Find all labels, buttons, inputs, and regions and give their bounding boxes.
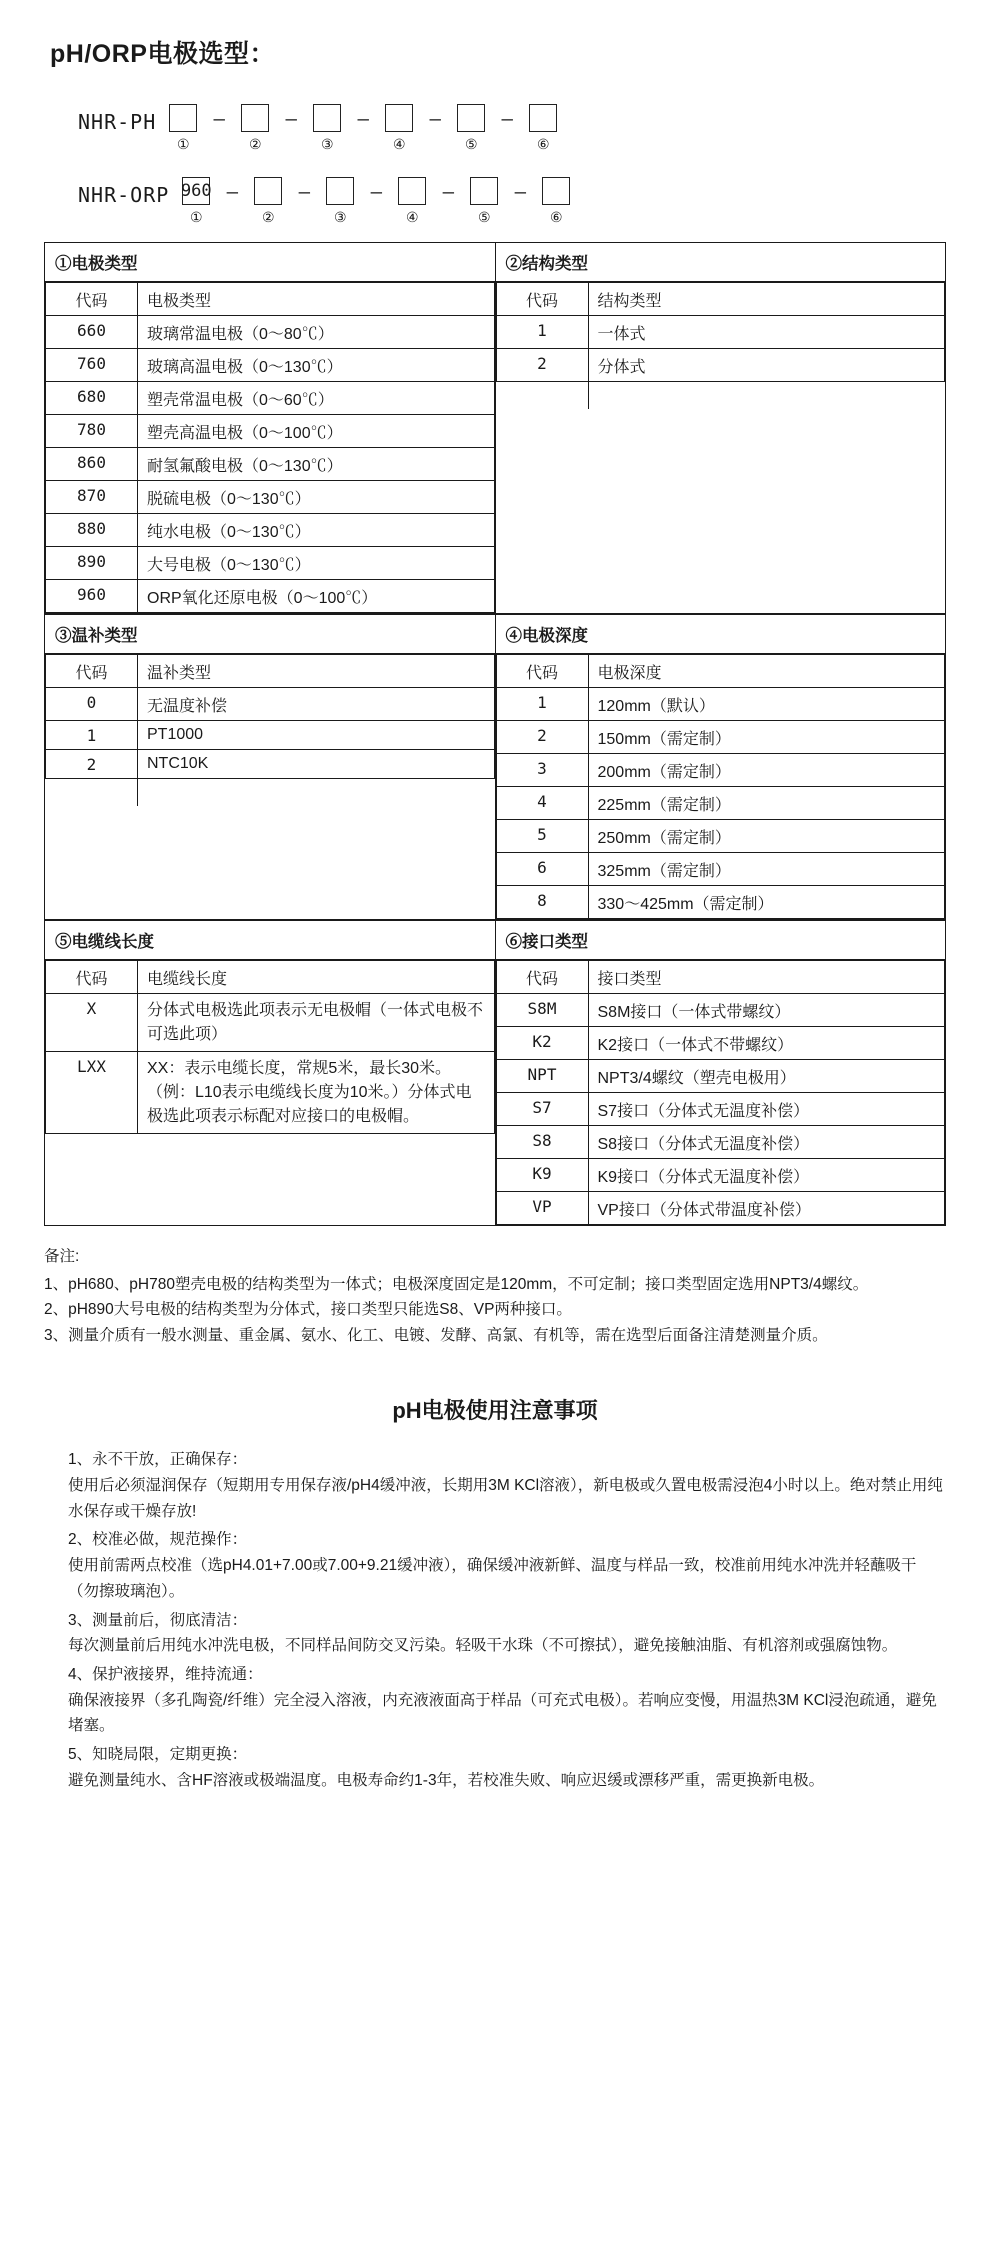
cell-code: K2 — [496, 1027, 588, 1060]
usage-item-head: 5、知晓局限，定期更换： — [68, 1746, 248, 1764]
spec-section-1 — [45, 243, 496, 614]
table-row[interactable] — [46, 1052, 495, 1134]
table-filler-row — [46, 806, 495, 833]
table-row[interactable] — [496, 1192, 945, 1225]
table-row[interactable] — [46, 448, 495, 481]
table-filler-row — [46, 860, 495, 887]
cell-code: 0 — [46, 688, 138, 721]
table-header-row — [46, 961, 495, 994]
section-2-table — [496, 282, 946, 544]
cell-name: S8M接口（一体式带螺纹） — [588, 994, 945, 1027]
cell-name: 纯水电极（0～130℃） — [138, 514, 495, 547]
model-slot[interactable] — [385, 177, 439, 224]
cell-name: VP接口（分体式带温度补偿） — [588, 1192, 945, 1225]
table-row[interactable] — [46, 721, 495, 750]
dash-separator: — — [514, 181, 527, 203]
filler-cell — [588, 436, 945, 463]
cell-code: 3 — [496, 754, 588, 787]
spec-section-5 — [45, 921, 496, 1226]
cell-code: 680 — [46, 382, 138, 415]
model-slot-index: ④ — [406, 209, 419, 225]
model-slot-box[interactable] — [529, 104, 557, 132]
cell-code: 760 — [46, 349, 138, 382]
col-header-code: 代码 — [496, 961, 588, 994]
model-slot-index: ② — [248, 136, 262, 152]
model-slot-box[interactable] — [385, 104, 413, 132]
model-slot[interactable] — [372, 104, 426, 151]
usage-item-head: 2、校准必做，规范操作： — [68, 1531, 248, 1549]
dash-separator: — — [285, 108, 297, 130]
section-4-table — [496, 654, 946, 919]
usage-item-body: 避免测量纯水、含HF溶液或极端温度。电极寿命约1-3年，若校准失败、响应迟缓或漂移严重，需更换新电极。 — [68, 1771, 825, 1789]
model-slots-orp — [169, 177, 583, 224]
col-header-name: 电极类型 — [138, 283, 495, 316]
cell-code: NPT — [496, 1060, 588, 1093]
cell-code: K9 — [496, 1159, 588, 1192]
cell-name: K2接口（一体式不带螺纹） — [588, 1027, 945, 1060]
cell-code: 890 — [46, 547, 138, 580]
spec-section-3 — [45, 615, 496, 920]
model-slot[interactable] — [529, 177, 583, 224]
usage-item — [68, 1742, 946, 1793]
model-slot-box[interactable] — [326, 177, 354, 205]
filler-cell — [138, 806, 495, 833]
table-row[interactable] — [46, 382, 495, 415]
table-row[interactable] — [46, 688, 495, 721]
filler-cell — [496, 436, 588, 463]
filler-cell — [588, 517, 945, 544]
spec-block-3 — [44, 920, 946, 1226]
model-prefix-orp: NHR-ORP — [78, 183, 170, 207]
model-slots-ph — [156, 104, 570, 151]
section-2-title: ②结构类型 — [496, 243, 946, 282]
table-filler-row — [496, 409, 945, 436]
table-header-row — [46, 655, 495, 688]
model-slot-index: ⑤ — [478, 209, 491, 225]
dash-separator: — — [370, 181, 383, 203]
notes-section — [44, 1244, 946, 1348]
section-1-title: ①电极类型 — [45, 243, 495, 282]
model-slot[interactable] — [313, 177, 367, 224]
cell-code: 860 — [46, 448, 138, 481]
cell-name: 玻璃常温电极（0～80℃） — [138, 316, 495, 349]
col-header-code: 代码 — [46, 655, 138, 688]
section-5-table — [45, 960, 495, 1134]
usage-item-head: 3、测量前后，彻底清洁： — [68, 1611, 248, 1629]
spec-block-2 — [44, 614, 946, 920]
table-row[interactable] — [496, 1159, 945, 1192]
filler-cell — [138, 860, 495, 887]
table-row[interactable] — [496, 853, 945, 886]
cell-code: S7 — [496, 1093, 588, 1126]
table-row[interactable] — [496, 688, 945, 721]
model-slot-index: ③ — [334, 209, 347, 225]
cell-code: S8 — [496, 1126, 588, 1159]
filler-cell — [496, 517, 588, 544]
filler-cell — [496, 463, 588, 490]
dash-separator: — — [357, 108, 369, 130]
usage-item-body: 使用前需两点校准（选pH4.01+7.00或7.00+9.21缓冲液），确保缓冲液新鲜、温度与样品一致，校准前用纯水冲洗并轻蘸吸干（勿擦玻璃泡）。 — [68, 1557, 917, 1600]
table-filler-row — [496, 490, 945, 517]
model-slot-box[interactable]: 960 — [182, 177, 210, 205]
note-item: 1、pH680、pH780塑壳电极的结构类型为一体式；电极深度固定是120mm，不可定制；接口类型固定选用NPT3/4螺纹。 — [44, 1275, 869, 1293]
cell-code: 780 — [46, 415, 138, 448]
dash-separator: — — [501, 108, 513, 130]
cell-name: XX：表示电缆长度，常规5米，最长30米。（例：L10表示电缆线长度为10米。）分体式电极选此项表示标配对应接口的电极帽。 — [138, 1052, 495, 1134]
section-4-title: ④电极深度 — [496, 615, 946, 654]
table-row[interactable] — [496, 1060, 945, 1093]
usage-list — [44, 1447, 946, 1793]
model-slot[interactable] — [228, 104, 282, 151]
spec-block-1 — [44, 242, 946, 614]
cell-code: S8M — [496, 994, 588, 1027]
cell-code: 660 — [46, 316, 138, 349]
table-row[interactable] — [496, 721, 945, 754]
model-slot-box[interactable] — [169, 104, 197, 132]
model-slot[interactable] — [300, 104, 354, 151]
model-slot[interactable] — [156, 104, 210, 151]
cell-code: X — [46, 994, 138, 1052]
filler-cell — [588, 490, 945, 517]
cell-code: 1 — [496, 316, 588, 349]
cell-name: 225mm（需定制） — [588, 787, 945, 820]
cell-name: 120mm（默认） — [588, 688, 945, 721]
table-header-row — [46, 283, 495, 316]
model-code-row-orp — [78, 177, 946, 224]
table-row[interactable] — [46, 994, 495, 1052]
filler-cell — [138, 833, 495, 860]
table-row[interactable] — [46, 415, 495, 448]
model-slot-index: ⑤ — [464, 136, 478, 152]
table-filler-row — [496, 463, 945, 490]
cell-code: 6 — [496, 853, 588, 886]
cell-name: PT1000 — [138, 721, 495, 750]
cell-name: 玻璃高温电极（0～130℃） — [138, 349, 495, 382]
model-code-row-ph — [78, 104, 946, 151]
cell-name: 无温度补偿 — [138, 688, 495, 721]
cell-code: 880 — [46, 514, 138, 547]
table-row[interactable] — [496, 316, 945, 349]
col-header-name: 结构类型 — [588, 283, 945, 316]
table-row[interactable] — [496, 994, 945, 1027]
col-header-name: 接口类型 — [588, 961, 945, 994]
cell-name: 耐氢氟酸电极（0～130℃） — [138, 448, 495, 481]
cell-name: 分体式电极选此项表示无电极帽（一体式电极不可选此项） — [138, 994, 495, 1052]
col-header-code: 代码 — [46, 961, 138, 994]
cell-name: 250mm（需定制） — [588, 820, 945, 853]
cell-code: 5 — [496, 820, 588, 853]
model-slot[interactable] — [444, 104, 498, 151]
col-header-code: 代码 — [46, 283, 138, 316]
usage-section-title: pH电极使用注意事项 — [392, 1398, 598, 1424]
table-filler-row — [496, 517, 945, 544]
table-filler-row — [46, 833, 495, 860]
model-slot-box[interactable] — [542, 177, 570, 205]
table-header-row — [496, 655, 945, 688]
cell-code: 870 — [46, 481, 138, 514]
usage-item-head: 4、保护液接界，维持流通： — [68, 1666, 263, 1683]
filler-cell — [46, 806, 138, 833]
filler-cell — [588, 382, 945, 409]
cell-code: 2 — [496, 349, 588, 382]
usage-item — [68, 1662, 946, 1739]
section-5-title: ⑤电缆线长度 — [45, 921, 495, 960]
table-row[interactable] — [496, 1093, 945, 1126]
model-slot-index: ② — [262, 209, 275, 225]
table-row[interactable] — [496, 787, 945, 820]
spec-section-6 — [495, 921, 946, 1226]
model-slot-box[interactable] — [470, 177, 498, 205]
notes-label: 备注: — [44, 1248, 80, 1265]
table-row[interactable] — [496, 820, 945, 853]
cell-code: 1 — [46, 721, 138, 750]
cell-name: 塑壳常温电极（0～60℃） — [138, 382, 495, 415]
cell-name: K9接口（分体式无温度补偿） — [588, 1159, 945, 1192]
section-6-table — [496, 960, 946, 1225]
table-row[interactable] — [46, 316, 495, 349]
table-filler-row — [496, 436, 945, 463]
filler-cell — [588, 409, 945, 436]
table-row[interactable] — [46, 514, 495, 547]
cell-name: NPT3/4螺纹（塑壳电极用） — [588, 1060, 945, 1093]
cell-code: 8 — [496, 886, 588, 919]
cell-code: LXX — [46, 1052, 138, 1134]
usage-item-body: 确保液接界（多孔陶瓷/纤维）完全浸入溶液，内充液液面高于样品（可充式电极）。若响应变慢，用温热3M KCl浸泡疏通，避免堵塞。 — [68, 1691, 937, 1735]
cell-name: 200mm（需定制） — [588, 754, 945, 787]
note-item: 2、pH890大号电极的结构类型为分体式，接口类型只能选S8、VP两种接口。 — [44, 1301, 572, 1319]
dash-separator: — — [429, 108, 441, 130]
filler-cell — [496, 382, 588, 409]
section-1-table — [45, 282, 495, 613]
section-6-title: ⑥接口类型 — [496, 921, 946, 960]
model-slot[interactable] — [457, 177, 511, 224]
model-slot[interactable] — [169, 177, 223, 224]
col-header-code: 代码 — [496, 283, 588, 316]
cell-name: 分体式 — [588, 349, 945, 382]
spec-section-4 — [495, 615, 946, 920]
cell-name: 塑壳高温电极（0～100℃） — [138, 415, 495, 448]
model-slot-index: ① — [176, 136, 190, 152]
cell-code: 2 — [496, 721, 588, 754]
usage-item — [68, 1527, 946, 1604]
cell-name: 330～425mm（需定制） — [588, 886, 945, 919]
table-filler-row — [496, 382, 945, 409]
filler-cell — [588, 463, 945, 490]
table-header-row — [496, 961, 945, 994]
cell-code: 1 — [496, 688, 588, 721]
table-row[interactable] — [496, 754, 945, 787]
cell-name: S8接口（分体式无温度补偿） — [588, 1126, 945, 1159]
model-slot-box[interactable] — [241, 104, 269, 132]
table-row[interactable] — [46, 750, 495, 779]
table-row[interactable] — [46, 349, 495, 382]
dash-separator: — — [298, 181, 311, 203]
table-row[interactable] — [496, 1027, 945, 1060]
model-slot[interactable] — [516, 104, 570, 151]
table-row[interactable] — [496, 349, 945, 382]
col-header-code: 代码 — [496, 655, 588, 688]
table-row[interactable] — [46, 481, 495, 514]
model-slot-index: ⑥ — [536, 136, 550, 152]
table-row[interactable] — [496, 886, 945, 919]
usage-item-body: 每次测量前后用纯水冲洗电极，不同样品间防交叉污染。轻吸干水珠（不可擦拭），避免接触油脂、有机溶剂或强腐蚀物。 — [68, 1637, 898, 1655]
dash-separator: — — [213, 108, 225, 130]
table-row[interactable] — [46, 580, 495, 613]
usage-item-body: 使用后必须湿润保存（短期用专用保存液/pH4缓冲液，长期用3M KCl溶液），新电极或久置电极需浸泡4小时以上。绝对禁止用纯水保存或干燥存放! — [68, 1476, 943, 1520]
cell-name: NTC10K — [138, 750, 495, 779]
cell-name: ORP氧化还原电极（0～100℃） — [138, 580, 495, 613]
cell-code: 4 — [496, 787, 588, 820]
col-header-name: 电极深度 — [588, 655, 945, 688]
filler-cell — [496, 490, 588, 517]
cell-name: 150mm（需定制） — [588, 721, 945, 754]
model-slot-index: ④ — [392, 136, 406, 152]
model-slot-index: ③ — [320, 136, 334, 152]
filler-cell — [46, 833, 138, 860]
model-slot-index: ⑥ — [550, 209, 563, 225]
model-prefix-ph: NHR-PH — [78, 110, 157, 134]
model-slot[interactable] — [241, 177, 295, 224]
cell-name: 大号电极（0～130℃） — [138, 547, 495, 580]
filler-cell — [46, 779, 138, 806]
cell-name: S7接口（分体式无温度补偿） — [588, 1093, 945, 1126]
note-item: 3、测量介质有一般水测量、重金属、氨水、化工、电镀、发酵、高氯、有机等，需在选型后面备注清楚测量介质。 — [44, 1326, 828, 1344]
page-title: pH/ORP电极选型： — [50, 40, 275, 68]
model-slot-box[interactable] — [313, 104, 341, 132]
usage-item — [68, 1447, 946, 1524]
usage-item — [68, 1608, 946, 1659]
filler-cell — [46, 860, 138, 887]
table-header-row — [496, 283, 945, 316]
table-row[interactable] — [496, 1126, 945, 1159]
cell-code: 960 — [46, 580, 138, 613]
cell-name: 325mm（需定制） — [588, 853, 945, 886]
model-slot-box[interactable] — [457, 104, 485, 132]
table-row[interactable] — [46, 547, 495, 580]
dash-separator: — — [226, 181, 239, 203]
cell-code: 2 — [46, 750, 138, 779]
filler-cell — [496, 409, 588, 436]
dash-separator: — — [442, 181, 455, 203]
table-filler-row — [46, 779, 495, 806]
model-slot-index: ① — [190, 209, 203, 225]
cell-name: 一体式 — [588, 316, 945, 349]
filler-cell — [138, 779, 495, 806]
col-header-name: 温补类型 — [138, 655, 495, 688]
usage-item-head: 1、永不干放，正确保存： — [68, 1451, 248, 1469]
col-header-name: 电缆线长度 — [138, 961, 495, 994]
cell-code: VP — [496, 1192, 588, 1225]
section-3-table — [45, 654, 495, 887]
spec-section-2 — [495, 243, 946, 614]
model-slot-box[interactable] — [398, 177, 426, 205]
cell-name: 脱硫电极（0～130℃） — [138, 481, 495, 514]
model-slot-box[interactable] — [254, 177, 282, 205]
section-3-title: ③温补类型 — [45, 615, 495, 654]
